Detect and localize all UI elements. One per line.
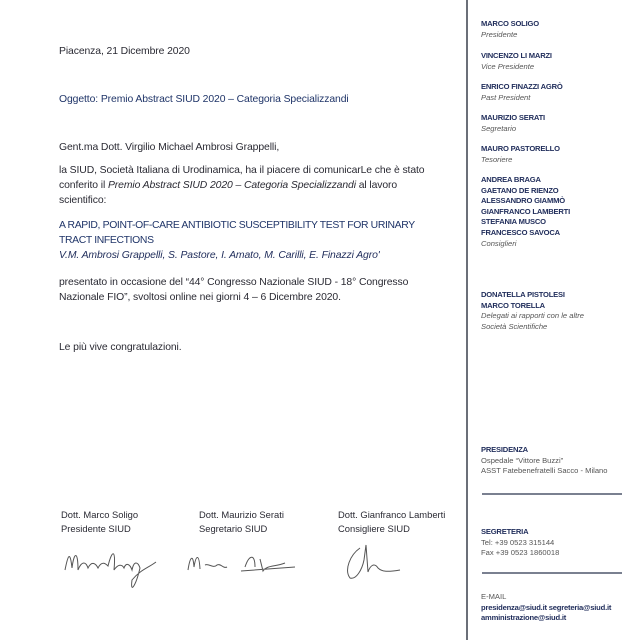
signature-serati-image	[185, 545, 305, 580]
signature-soligo-image	[60, 540, 170, 600]
member-role: Past President	[481, 92, 531, 102]
member-role: Società Scientifiche	[481, 321, 548, 331]
signer-name: Dott. Maurizio Serati	[199, 509, 284, 520]
member-role: Consiglieri	[481, 238, 517, 248]
board-councillors	[481, 175, 636, 249]
board-member-vice-president	[481, 51, 636, 72]
section-label: SEGRETERIA	[481, 527, 529, 536]
text: al lavoro scientifico:	[59, 180, 398, 206]
member-name: MARCO SOLIGO	[481, 19, 539, 28]
signature-lamberti-image	[340, 540, 420, 585]
address-line: ASST Fatebenefratelli Sacco - Milano	[481, 466, 608, 476]
member-name: ALESSANDRO GIAMMÒ	[481, 196, 565, 206]
signer-role: Segretario SIUD	[199, 523, 268, 534]
section-label: PRESIDENZA	[481, 445, 528, 454]
email-block	[481, 592, 636, 624]
member-role: Segretario	[481, 123, 517, 133]
member-name: GIANFRANCO LAMBERTI	[481, 206, 571, 216]
work-title: A RAPID, POINT-OF-CARE ANTIBIOTIC SUSCEPTIBILITY TEST FOR URINARY TRACT INFECTIONS	[59, 220, 415, 246]
member-role: Presidente	[481, 29, 518, 39]
member-name: MAURIZIO SERATI	[481, 113, 545, 122]
signature-block-lamberti	[338, 508, 445, 536]
authors: V.M. Ambrosi Grappelli, S. Pastore, I. Amato, M. Carilli, E. Finazzi Agro'	[59, 250, 380, 261]
segreteria-block	[481, 527, 636, 559]
closing: Le più vive congratulazioni.	[59, 342, 182, 353]
member-name: MAURO PASTORELLO	[481, 144, 560, 153]
email-address[interactable]: amministrazione@siud.it	[481, 613, 567, 623]
delegates	[481, 290, 636, 332]
member-name: GAETANO DE RIENZO	[481, 185, 559, 195]
member-role: Vice Presidente	[481, 61, 535, 71]
place-date: Piacenza, 21 Dicembre 2020	[59, 46, 190, 57]
signature-block-soligo	[61, 508, 138, 536]
section-label: E-MAIL	[481, 592, 507, 601]
presidenza-block	[481, 445, 636, 477]
phone: Tel: +39 0523 315144	[481, 537, 555, 547]
signer-name: Dott. Marco Soligo	[61, 509, 139, 520]
email-addresses[interactable]: presidenza@siud.it segreteria@siud.it	[481, 602, 612, 612]
column-divider	[466, 0, 468, 640]
signer-name: Dott. Gianfranco Lamberti	[338, 509, 446, 520]
fax: Fax +39 0523 1860018	[481, 548, 560, 558]
award-name: Premio Abstract SIUD 2020 – Categoria Specializzandi	[107, 180, 356, 191]
board-member-secretary	[481, 113, 636, 134]
paragraph-award	[59, 163, 439, 208]
board-member-past-president	[481, 82, 636, 103]
member-name: STEFANIA MUSCO	[481, 217, 546, 227]
member-role: Tesoriere	[481, 154, 513, 164]
divider	[482, 493, 622, 495]
board-member-treasurer	[481, 144, 636, 165]
member-name: MARCO TORELLA	[481, 300, 545, 310]
divider	[482, 572, 622, 574]
text: la SIUD, Società Italiana di Urodinamica, ha il piacere di comunicarLe che è stato conferito il	[59, 165, 425, 191]
signature-block-serati	[199, 508, 284, 536]
address-line: Ospedale “Vittore Buzzi”	[481, 455, 564, 465]
member-name: ANDREA BRAGA	[481, 175, 541, 184]
member-role: Delegati ai rapporti con le altre	[481, 311, 584, 321]
signer-role: Consigliere SIUD	[338, 523, 410, 534]
member-name: DONATELLA PISTOLESI	[481, 290, 565, 299]
subject-line: Oggetto: Premio Abstract SIUD 2020 – Categoria Specializzandi	[59, 94, 349, 105]
member-name: ENRICO FINAZZI AGRÒ	[481, 82, 563, 91]
member-name: FRANCESCO SAVOCA	[481, 227, 560, 237]
member-name: VINCENZO LI MARZI	[481, 51, 552, 60]
board-member-president	[481, 19, 636, 40]
paragraph-congress: presentato in occasione del “44° Congresso Nazionale SIUD - 18° Congresso Nazionale FIO”, svoltosi online nei giorni 4 – 6 Dicembre 2020.	[59, 277, 409, 303]
salutation: Gent.ma Dott. Virgilio Michael Ambrosi Grappelli,	[59, 142, 280, 153]
signer-role: Presidente SIUD	[61, 523, 131, 534]
